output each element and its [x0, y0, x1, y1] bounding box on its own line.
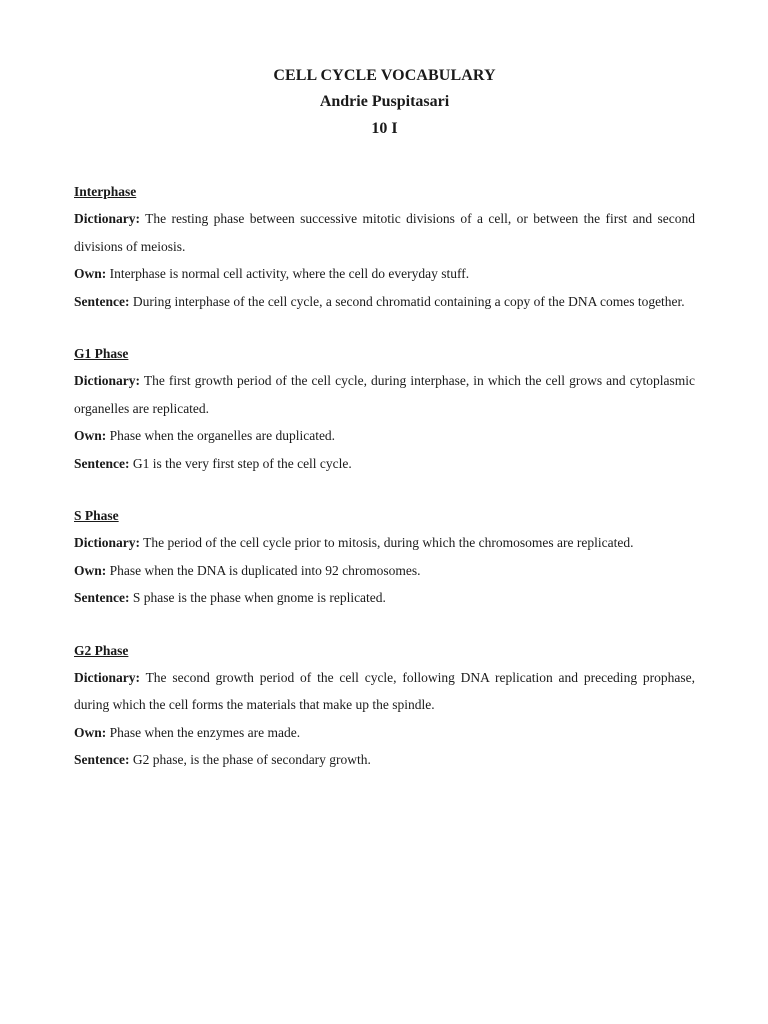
vocab-term: S Phase — [74, 508, 119, 523]
example-sentence — [74, 584, 695, 612]
sentence-label: Sentence: — [74, 455, 130, 471]
own-definition — [74, 422, 695, 450]
document-title: CELL CYCLE VOCABULARY — [273, 67, 496, 84]
own-label: Own: — [74, 266, 107, 281]
own-text: Phase when the DNA is duplicated into 92 chromosomes. — [109, 562, 421, 578]
document-header — [74, 66, 695, 149]
vocab-entry-g2-phase — [74, 637, 695, 774]
example-sentence — [74, 288, 695, 316]
dictionary-text: The second growth period of the cell cycle, following DNA replication and preceding prophase, during which the cell forms the materials that make up the spindle. — [74, 669, 695, 712]
dictionary-definition — [74, 367, 695, 422]
vocab-term: G2 Phase — [74, 642, 129, 658]
author-name: Andrie Puspitasari — [319, 93, 450, 110]
vocab-entry-s-phase — [74, 502, 695, 612]
sentence-label: Sentence: — [74, 752, 130, 767]
dictionary-definition — [74, 664, 695, 719]
sentence-text: G2 phase, is the phase of secondary growth. — [132, 752, 371, 767]
example-sentence — [74, 450, 695, 478]
dictionary-text: The period of the cell cycle prior to mitosis, during which the chromosomes are replicated. — [143, 535, 634, 550]
own-label: Own: — [74, 724, 107, 740]
sentence-text: G1 is the very first step of the cell cycle. — [132, 455, 352, 471]
own-text: Interphase is normal cell activity, where the cell do everyday stuff. — [109, 266, 470, 281]
dictionary-text: The resting phase between successive mitotic divisions of a cell, or between the first and second divisions of meiosis. — [74, 211, 695, 254]
sentence-label: Sentence: — [74, 590, 130, 605]
own-definition — [74, 719, 695, 747]
dictionary-text: The first growth period of the cell cycle, during interphase, in which the cell grows and cytoplasmic organelles are replicated. — [74, 373, 695, 416]
sentence-label: Sentence: — [74, 293, 130, 309]
dictionary-label: Dictionary: — [74, 373, 140, 388]
vocab-term: Interphase — [74, 184, 137, 199]
sentence-text: During interphase of the cell cycle, a second chromatid containing a copy of the DNA comes together. — [132, 293, 685, 309]
own-definition — [74, 557, 695, 585]
vocabulary-list — [74, 178, 695, 774]
dictionary-definition — [74, 205, 695, 260]
sentence-text: S phase is the phase when gnome is replicated. — [132, 590, 386, 605]
document-page — [74, 66, 695, 799]
own-text: Phase when the organelles are duplicated. — [109, 428, 336, 443]
example-sentence — [74, 746, 695, 774]
own-definition — [74, 260, 695, 288]
vocab-entry-interphase — [74, 178, 695, 315]
own-label: Own: — [74, 562, 107, 578]
dictionary-label: Dictionary: — [74, 535, 140, 550]
vocab-term: G1 Phase — [74, 346, 129, 361]
vocab-entry-g1-phase — [74, 340, 695, 477]
dictionary-label: Dictionary: — [74, 669, 140, 685]
class-name: 10 I — [371, 120, 398, 137]
dictionary-definition — [74, 529, 695, 557]
own-label: Own: — [74, 428, 107, 443]
own-text: Phase when the enzymes are made. — [109, 724, 301, 740]
dictionary-label: Dictionary: — [74, 211, 140, 226]
